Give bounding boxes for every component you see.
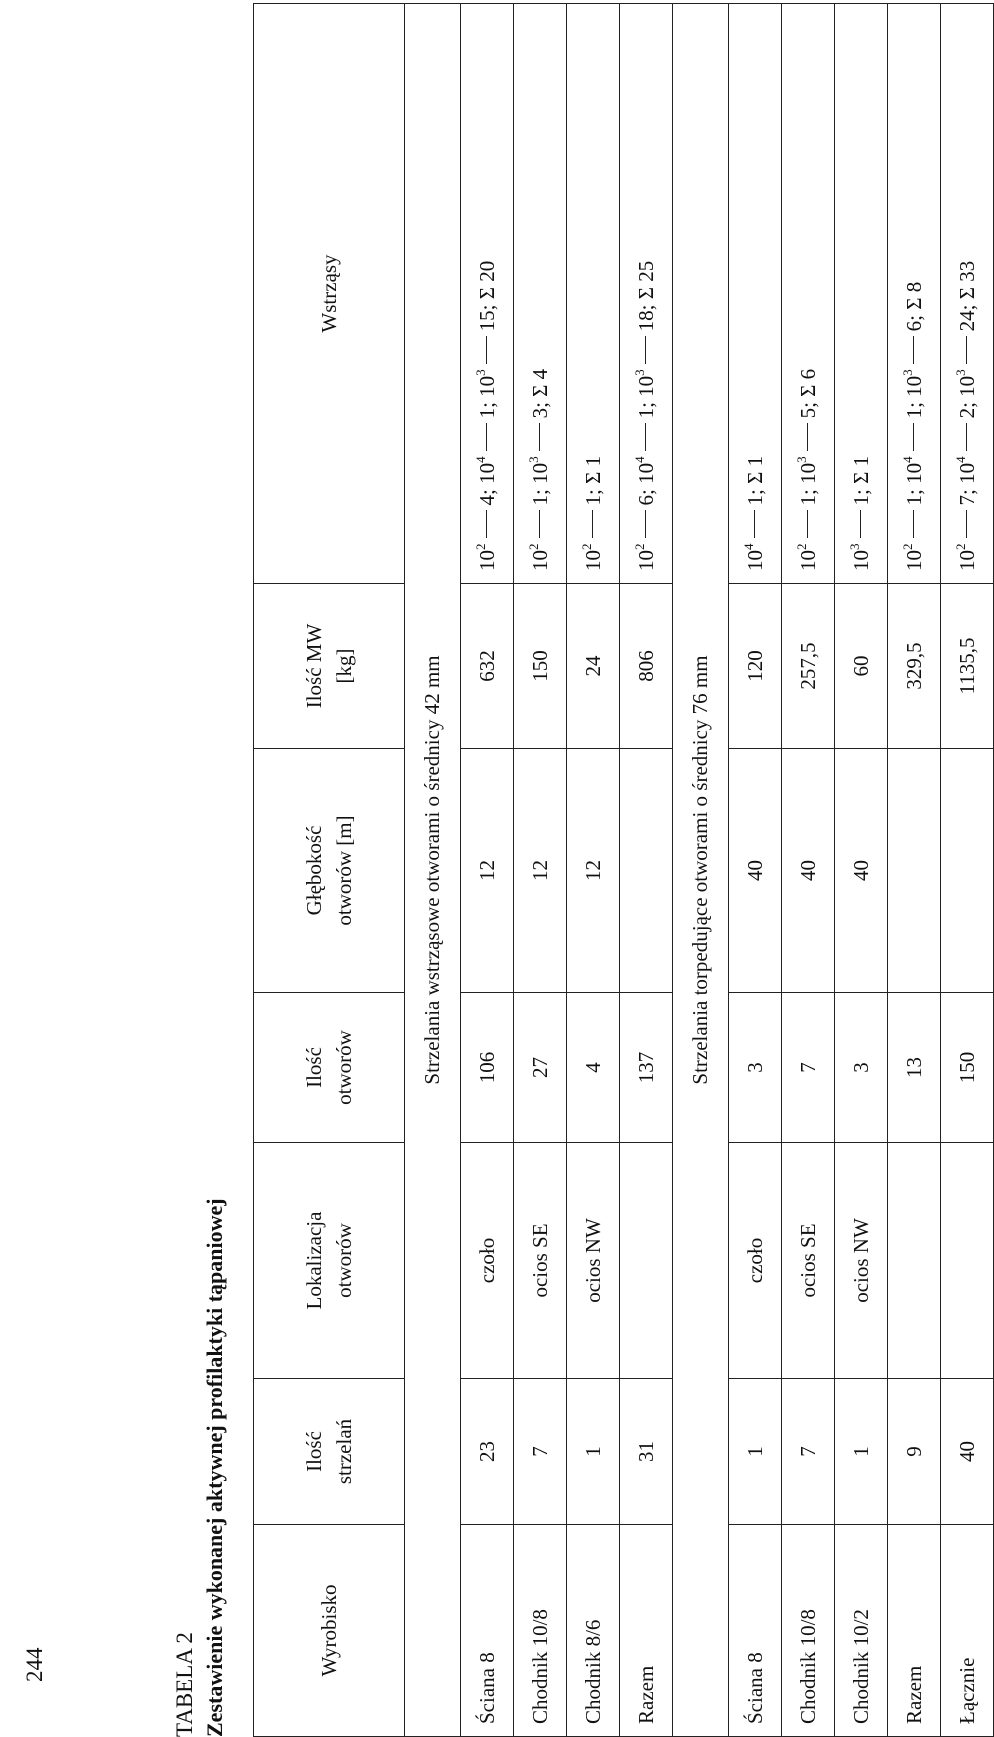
cell-strzelan: 1 (567, 1379, 620, 1525)
cell-glebokosc (620, 749, 673, 993)
energy-exponent: 2 (793, 543, 809, 550)
cell-strzelan: 31 (620, 1379, 673, 1525)
dash-separator (486, 336, 487, 364)
energy-base: 10 (901, 375, 926, 397)
cell-glebokosc: 12 (461, 749, 514, 993)
cell-wyrobisko: Ściana 8 (729, 1525, 782, 1737)
energy-exponent: 3 (846, 543, 862, 550)
cell-otworow: 13 (888, 993, 941, 1143)
column-header-line: otworów [m] (332, 815, 356, 926)
tremor-sum: Σ 1 (742, 455, 767, 484)
tremor-count: 15 (474, 310, 499, 332)
tremor-sum: Σ 4 (527, 368, 552, 397)
energy-base: 10 (795, 550, 820, 571)
cell-lokalizacja: ocios SE (782, 1143, 835, 1379)
table-row (941, 4, 994, 1737)
cell-otworow: 27 (514, 993, 567, 1143)
dash-separator (913, 423, 914, 451)
dash-separator (592, 511, 593, 539)
tremor-count: 18 (633, 310, 658, 332)
page-number: 244 (22, 1647, 47, 1682)
column-header (254, 4, 405, 584)
cell-lokalizacja: czoło (729, 1143, 782, 1379)
tremor-count: 3 (527, 407, 552, 419)
energy-exponent: 4 (631, 456, 647, 463)
tremor-sum: Σ 33 (954, 260, 979, 300)
table-row (782, 4, 835, 1737)
table-label: TABELA 2 (172, 1632, 197, 1737)
energy-base: 10 (580, 550, 605, 571)
tremor-count: 24 (954, 310, 979, 332)
energy-exponent: 4 (740, 543, 756, 550)
cell-strzelan: 1 (835, 1379, 888, 1525)
cell-strzelan: 1 (729, 1379, 782, 1525)
column-header-line: Ilość (302, 1431, 326, 1472)
energy-base: 10 (954, 462, 979, 484)
cell-strzelan: 7 (782, 1379, 835, 1525)
energy-exponent: 2 (952, 543, 968, 550)
energy-exponent: 3 (899, 369, 915, 376)
table-row (835, 4, 888, 1737)
section-title: Strzelania torpedujące otworami o średnicy 76 mm (673, 4, 729, 1737)
tremor-sum: Σ 8 (901, 281, 926, 310)
tremor-sum: Σ 1 (848, 455, 873, 484)
energy-base: 10 (633, 462, 658, 484)
cell-otworow: 4 (567, 993, 620, 1143)
energy-exponent: 3 (631, 369, 647, 376)
table-row (567, 4, 620, 1737)
column-header (254, 1379, 405, 1525)
cell-mw: 806 (620, 584, 673, 749)
cell-otworow: 3 (835, 993, 888, 1143)
tremor-count: 2 (954, 407, 979, 419)
table-header-row (254, 4, 405, 1737)
tremor-count: 1 (742, 495, 767, 506)
tremor-sum: Σ 25 (633, 260, 658, 300)
tremor-count: 1 (580, 495, 605, 506)
energy-exponent: 4 (472, 456, 488, 463)
dash-separator (486, 511, 487, 539)
column-header-line: Głębokość (302, 825, 326, 916)
cell-wyrobisko: Razem (620, 1525, 673, 1737)
energy-base: 10 (901, 550, 926, 571)
cell-wyrobisko: Łącznie (941, 1525, 994, 1737)
cell-wstrzasy: $10^21$; $10^41$; $10^36$; Σ 8 (888, 4, 941, 584)
energy-base: 10 (474, 550, 499, 571)
energy-exponent: 4 (899, 456, 915, 463)
table-row (729, 4, 782, 1737)
energy-base: 10 (527, 462, 552, 484)
column-header (254, 584, 405, 749)
tremor-count: 4 (474, 495, 499, 506)
cell-strzelan: 40 (941, 1379, 994, 1525)
table-row (620, 4, 673, 1737)
cell-wyrobisko: Chodnik 10/8 (514, 1525, 567, 1737)
section-row (673, 4, 729, 1737)
rotated-page-content (170, 0, 979, 1737)
cell-mw: 1135,5 (941, 584, 994, 749)
cell-wyrobisko: Razem (888, 1525, 941, 1737)
dash-separator (807, 423, 808, 451)
dash-separator (486, 423, 487, 451)
energy-exponent: 2 (899, 543, 915, 550)
cell-strzelan: 7 (514, 1379, 567, 1525)
cell-mw: 632 (461, 584, 514, 749)
section-title: Strzelania wstrząsowe otworami o średnicy 42 mm (405, 4, 461, 1737)
cell-strzelan: 9 (888, 1379, 941, 1525)
energy-exponent: 4 (952, 456, 968, 463)
table-body (405, 4, 994, 1737)
energy-exponent: 3 (472, 369, 488, 376)
column-header (254, 1525, 405, 1737)
energy-base: 10 (901, 462, 926, 484)
cell-wstrzasy: $10^21$; $10^33$; Σ 4 (514, 4, 567, 584)
dash-separator (807, 511, 808, 539)
tremor-count: 1 (848, 495, 873, 506)
tremor-count: 1 (901, 495, 926, 506)
dash-separator (966, 423, 967, 451)
column-header-line: Wyrobisko (317, 1584, 341, 1677)
tremor-count: 1 (795, 495, 820, 506)
energy-exponent: 2 (525, 543, 541, 550)
energy-base: 10 (633, 550, 658, 571)
energy-base: 10 (474, 375, 499, 397)
column-header-line: Wstrząsy (317, 254, 341, 333)
tremor-count: 1 (527, 495, 552, 506)
cell-wyrobisko: Chodnik 10/8 (782, 1525, 835, 1737)
tremor-count: 1 (474, 407, 499, 419)
cell-glebokosc (888, 749, 941, 993)
cell-otworow: 106 (461, 993, 514, 1143)
cell-glebokosc: 40 (782, 749, 835, 993)
energy-exponent: 3 (793, 456, 809, 463)
table-title: Zestawienie wykonanej aktywnej profilaktyki tąpaniowej (202, 1198, 227, 1737)
cell-glebokosc: 40 (835, 749, 888, 993)
tremor-count: 7 (954, 495, 979, 506)
energy-base: 10 (527, 550, 552, 571)
column-header-line: Ilość (302, 1047, 326, 1088)
tremor-count: 6 (633, 495, 658, 506)
column-header-line: otworów (332, 1223, 356, 1298)
energy-exponent: 3 (525, 456, 541, 463)
energy-exponent: 2 (472, 543, 488, 550)
column-header (254, 1143, 405, 1379)
dash-separator (966, 336, 967, 364)
dash-separator (754, 511, 755, 539)
energy-base: 10 (954, 375, 979, 397)
energy-base: 10 (742, 550, 767, 571)
cell-otworow: 7 (782, 993, 835, 1143)
tremor-sum: Σ 20 (474, 260, 499, 300)
cell-mw: 24 (567, 584, 620, 749)
dash-separator (539, 511, 540, 539)
dash-separator (913, 336, 914, 364)
dash-separator (645, 511, 646, 539)
cell-lokalizacja: ocios SE (514, 1143, 567, 1379)
column-header-line: strzelań (332, 1418, 356, 1485)
cell-otworow: 3 (729, 993, 782, 1143)
cell-mw: 329,5 (888, 584, 941, 749)
energy-exponent: 2 (631, 543, 647, 550)
section-row (405, 4, 461, 1737)
cell-wstrzasy: $10^31$; Σ 1 (835, 4, 888, 584)
dash-separator (966, 511, 967, 539)
column-header-line: otworów (332, 1030, 356, 1105)
cell-lokalizacja (941, 1143, 994, 1379)
cell-otworow: 137 (620, 993, 673, 1143)
tremor-sum: Σ 1 (580, 455, 605, 484)
cell-lokalizacja (888, 1143, 941, 1379)
cell-wyrobisko: Ściana 8 (461, 1525, 514, 1737)
cell-wyrobisko: Chodnik 8/6 (567, 1525, 620, 1737)
energy-base: 10 (474, 462, 499, 484)
dash-separator (913, 511, 914, 539)
table-row (514, 4, 567, 1737)
dash-separator (645, 423, 646, 451)
tremor-count: 1 (901, 407, 926, 419)
cell-wstrzasy: $10^27$; $10^42$; $10^324$; Σ 33 (941, 4, 994, 584)
energy-base: 10 (848, 550, 873, 571)
cell-mw: 150 (514, 584, 567, 749)
column-header-line: Lokalizacja (302, 1211, 326, 1310)
cell-glebokosc: 40 (729, 749, 782, 993)
tremor-count: 5 (795, 407, 820, 419)
column-header-line: [kg] (332, 648, 356, 684)
cell-mw: 60 (835, 584, 888, 749)
data-table (253, 3, 994, 1737)
dash-separator (645, 336, 646, 364)
column-header-line: Ilość MW (302, 623, 326, 709)
cell-lokalizacja: ocios NW (567, 1143, 620, 1379)
table-row (461, 4, 514, 1737)
cell-wstrzasy: $10^41$; Σ 1 (729, 4, 782, 584)
cell-lokalizacja: czoło (461, 1143, 514, 1379)
cell-glebokosc: 12 (567, 749, 620, 993)
column-header (254, 749, 405, 993)
table-row (888, 4, 941, 1737)
cell-glebokosc (941, 749, 994, 993)
cell-mw: 120 (729, 584, 782, 749)
tremor-count: 1 (633, 407, 658, 419)
energy-exponent: 2 (578, 543, 594, 550)
column-header (254, 993, 405, 1143)
table-caption (170, 0, 230, 1737)
dash-separator (860, 511, 861, 539)
cell-lokalizacja: ocios NW (835, 1143, 888, 1379)
cell-wstrzasy: $10^24$; $10^41$; $10^315$; Σ 20 (461, 4, 514, 584)
tremor-sum: Σ 6 (795, 368, 820, 397)
energy-exponent: 3 (952, 369, 968, 376)
cell-wyrobisko: Chodnik 10/2 (835, 1525, 888, 1737)
cell-wstrzasy: $10^21$; Σ 1 (567, 4, 620, 584)
cell-wstrzasy: $10^26$; $10^41$; $10^318$; Σ 25 (620, 4, 673, 584)
energy-base: 10 (633, 375, 658, 397)
cell-wstrzasy: $10^21$; $10^35$; Σ 6 (782, 4, 835, 584)
cell-glebokosc: 12 (514, 749, 567, 993)
cell-lokalizacja (620, 1143, 673, 1379)
energy-base: 10 (954, 550, 979, 571)
dash-separator (539, 423, 540, 451)
energy-base: 10 (795, 462, 820, 484)
cell-mw: 257,5 (782, 584, 835, 749)
cell-otworow: 150 (941, 993, 994, 1143)
tremor-count: 6 (901, 320, 926, 332)
cell-strzelan: 23 (461, 1379, 514, 1525)
